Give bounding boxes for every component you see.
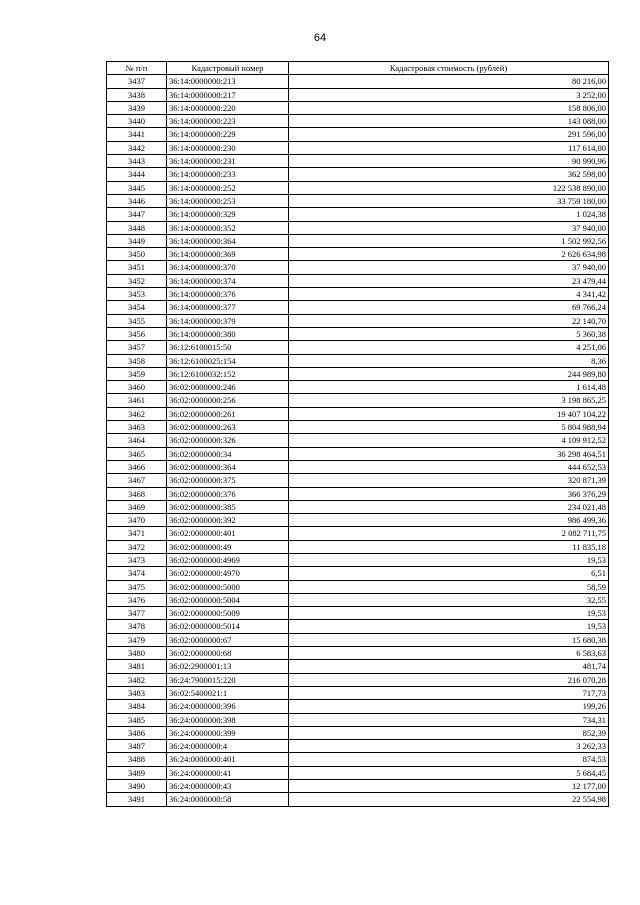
table-row: [107, 208, 609, 221]
cadastral-value-cell: 36 298 464,51: [289, 447, 609, 460]
cadastral-number-cell: 36:02:0000000:376: [167, 487, 289, 500]
cadastral-number-cell: 36:02:0000000:375: [167, 474, 289, 487]
row-number-cell: 3457: [107, 341, 167, 354]
table-row: [107, 780, 609, 793]
table-row: [107, 301, 609, 314]
row-number-cell: 3481: [107, 660, 167, 673]
cadastral-number-cell: 36:02:0000000:261: [167, 407, 289, 420]
cadastral-value-cell: 362 598,00: [289, 168, 609, 181]
row-number-cell: 3448: [107, 221, 167, 234]
cadastral-value-table: [106, 61, 609, 807]
table-row: [107, 553, 609, 566]
cadastral-number-cell: 36:14:0000000:217: [167, 88, 289, 101]
cadastral-number-cell: 36:02:0000000:5009: [167, 607, 289, 620]
cadastral-value-cell: 2 626 634,98: [289, 248, 609, 261]
row-number-cell: 3446: [107, 194, 167, 207]
cadastral-number-cell: 36:02:0000000:364: [167, 460, 289, 473]
cadastral-number-cell: 36:14:0000000:364: [167, 234, 289, 247]
cadastral-value-cell: 117 614,00: [289, 141, 609, 154]
row-number-cell: 3477: [107, 607, 167, 620]
cadastral-value-cell: 717,73: [289, 686, 609, 699]
row-number-cell: 3453: [107, 288, 167, 301]
cadastral-number-cell: 36:14:0000000:231: [167, 155, 289, 168]
row-number-cell: 3462: [107, 407, 167, 420]
cadastral-value-cell: 3 252,00: [289, 88, 609, 101]
cadastral-number-cell: 36:24:0000000:399: [167, 726, 289, 739]
row-number-cell: 3470: [107, 514, 167, 527]
table-row: [107, 713, 609, 726]
row-number-cell: 3469: [107, 500, 167, 513]
table-row: [107, 740, 609, 753]
row-number-cell: 3458: [107, 354, 167, 367]
cadastral-value-cell: 5 804 988,94: [289, 421, 609, 434]
row-number-cell: 3464: [107, 434, 167, 447]
cadastral-number-cell: 36:14:0000000:253: [167, 194, 289, 207]
cadastral-value-cell: 481,74: [289, 660, 609, 673]
cadastral-number-cell: 36:02:0000000:385: [167, 500, 289, 513]
header-cadastral-value: Кадастровая стоимость (рублей): [289, 62, 609, 75]
table-row: [107, 660, 609, 673]
row-number-cell: 3443: [107, 155, 167, 168]
table-row: [107, 115, 609, 128]
row-number-cell: 3445: [107, 181, 167, 194]
table-row: [107, 567, 609, 580]
cadastral-value-cell: 244 989,80: [289, 367, 609, 380]
table-row: [107, 620, 609, 633]
table-row: [107, 354, 609, 367]
cadastral-number-cell: 36:14:0000000:233: [167, 168, 289, 181]
table-row: [107, 580, 609, 593]
row-number-cell: 3465: [107, 447, 167, 460]
cadastral-value-cell: 1 502 992,56: [289, 234, 609, 247]
table-row: [107, 155, 609, 168]
table-row: [107, 673, 609, 686]
table-row: [107, 500, 609, 513]
cadastral-number-cell: 36:02:0000000:5004: [167, 593, 289, 606]
row-number-cell: 3486: [107, 726, 167, 739]
cadastral-number-cell: 36:14:0000000:230: [167, 141, 289, 154]
cadastral-value-cell: 11 835,18: [289, 540, 609, 553]
table-row: [107, 487, 609, 500]
table-row: [107, 753, 609, 766]
cadastral-value-cell: 19 407 104,22: [289, 407, 609, 420]
table-row: [107, 274, 609, 287]
table-row: [107, 381, 609, 394]
table-row: [107, 686, 609, 699]
table-body: [107, 75, 609, 806]
table-row: [107, 447, 609, 460]
page-number: 64: [313, 32, 327, 44]
table-row: [107, 766, 609, 779]
row-number-cell: 3444: [107, 168, 167, 181]
cadastral-number-cell: 36:02:0000000:326: [167, 434, 289, 447]
row-number-cell: 3454: [107, 301, 167, 314]
row-number-cell: 3451: [107, 261, 167, 274]
cadastral-number-cell: 36:02:0000000:34: [167, 447, 289, 460]
row-number-cell: 3479: [107, 633, 167, 646]
table-row: [107, 527, 609, 540]
row-number-cell: 3491: [107, 793, 167, 806]
table-row: [107, 234, 609, 247]
row-number-cell: 3488: [107, 753, 167, 766]
cadastral-value-cell: 23 479,44: [289, 274, 609, 287]
table-row: [107, 633, 609, 646]
cadastral-number-cell: 36:14:0000000:220: [167, 101, 289, 114]
table-row: [107, 593, 609, 606]
cadastral-value-cell: 6,51: [289, 567, 609, 580]
row-number-cell: 3449: [107, 234, 167, 247]
cadastral-number-cell: 36:24:7900015:220: [167, 673, 289, 686]
cadastral-value-cell: 19,53: [289, 553, 609, 566]
cadastral-number-cell: 36:14:0000000:252: [167, 181, 289, 194]
cadastral-number-cell: 36:02:0000000:4970: [167, 567, 289, 580]
cadastral-number-cell: 36:12:6100015:50: [167, 341, 289, 354]
row-number-cell: 3475: [107, 580, 167, 593]
cadastral-number-cell: 36:14:0000000:369: [167, 248, 289, 261]
table-row: [107, 314, 609, 327]
cadastral-value-cell: 852,39: [289, 726, 609, 739]
table-row: [107, 88, 609, 101]
cadastral-value-cell: 874,53: [289, 753, 609, 766]
table-row: [107, 407, 609, 420]
table-row: [107, 194, 609, 207]
table-row: [107, 288, 609, 301]
row-number-cell: 3439: [107, 101, 167, 114]
row-number-cell: 3468: [107, 487, 167, 500]
cadastral-number-cell: 36:12:6100032:152: [167, 367, 289, 380]
cadastral-value-cell: 12 177,00: [289, 780, 609, 793]
row-number-cell: 3463: [107, 421, 167, 434]
cadastral-value-cell: 5 360,38: [289, 327, 609, 340]
cadastral-number-cell: 36:14:0000000:213: [167, 75, 289, 88]
cadastral-value-cell: 32,55: [289, 593, 609, 606]
table-row: [107, 726, 609, 739]
table-row: [107, 793, 609, 806]
cadastral-number-cell: 36:14:0000000:380: [167, 327, 289, 340]
row-number-cell: 3471: [107, 527, 167, 540]
cadastral-number-cell: 36:24:0000000:396: [167, 700, 289, 713]
table-row: [107, 221, 609, 234]
cadastral-number-cell: 36:02:0000000:49: [167, 540, 289, 553]
cadastral-number-cell: 36:14:0000000:329: [167, 208, 289, 221]
cadastral-number-cell: 36:24:0000000:4: [167, 740, 289, 753]
row-number-cell: 3460: [107, 381, 167, 394]
row-number-cell: 3456: [107, 327, 167, 340]
cadastral-value-cell: 158 806,00: [289, 101, 609, 114]
cadastral-value-cell: 15 680,38: [289, 633, 609, 646]
cadastral-value-cell: 37 940,00: [289, 221, 609, 234]
cadastral-value-cell: 69 766,24: [289, 301, 609, 314]
table-row: [107, 128, 609, 141]
cadastral-number-cell: 36:02:0000000:5000: [167, 580, 289, 593]
cadastral-value-cell: 444 652,53: [289, 460, 609, 473]
cadastral-value-cell: 3 198 865,25: [289, 394, 609, 407]
row-number-cell: 3473: [107, 553, 167, 566]
cadastral-number-cell: 36:24:0000000:401: [167, 753, 289, 766]
table-row: [107, 540, 609, 553]
cadastral-number-cell: 36:14:0000000:379: [167, 314, 289, 327]
cadastral-value-cell: 2 082 711,75: [289, 527, 609, 540]
cadastral-number-cell: 36:02:0000000:5014: [167, 620, 289, 633]
cadastral-value-cell: 986 499,36: [289, 514, 609, 527]
cadastral-value-cell: 58,59: [289, 580, 609, 593]
row-number-cell: 3461: [107, 394, 167, 407]
cadastral-value-cell: 90 990,96: [289, 155, 609, 168]
cadastral-number-cell: 36:02:5400021:1: [167, 686, 289, 699]
cadastral-number-cell: 36:14:0000000:370: [167, 261, 289, 274]
table-row: [107, 514, 609, 527]
table-row: [107, 367, 609, 380]
cadastral-value-cell: 37 940,00: [289, 261, 609, 274]
table-row: [107, 75, 609, 88]
table-row: [107, 607, 609, 620]
cadastral-number-cell: 36:02:0000000:68: [167, 647, 289, 660]
row-number-cell: 3489: [107, 766, 167, 779]
cadastral-value-cell: 1 614,48: [289, 381, 609, 394]
table-row: [107, 181, 609, 194]
table-row: [107, 261, 609, 274]
cadastral-number-cell: 36:24:0000000:41: [167, 766, 289, 779]
cadastral-value-cell: 320 871,39: [289, 474, 609, 487]
row-number-cell: 3442: [107, 141, 167, 154]
row-number-cell: 3440: [107, 115, 167, 128]
table-row: [107, 101, 609, 114]
table-row: [107, 647, 609, 660]
cadastral-value-cell: 6 583,63: [289, 647, 609, 660]
row-number-cell: 3483: [107, 686, 167, 699]
header-cadastral-number: Кадастровый номер: [167, 62, 289, 75]
row-number-cell: 3487: [107, 740, 167, 753]
cadastral-value-cell: 4 251,06: [289, 341, 609, 354]
cadastral-number-cell: 36:02:0000000:392: [167, 514, 289, 527]
cadastral-value-cell: 33 759 180,00: [289, 194, 609, 207]
row-number-cell: 3472: [107, 540, 167, 553]
header-row-number: № п/п: [107, 62, 167, 75]
table-row: [107, 421, 609, 434]
row-number-cell: 3459: [107, 367, 167, 380]
cadastral-number-cell: 36:14:0000000:376: [167, 288, 289, 301]
cadastral-value-cell: 5 684,45: [289, 766, 609, 779]
row-number-cell: 3485: [107, 713, 167, 726]
table-row: [107, 141, 609, 154]
row-number-cell: 3467: [107, 474, 167, 487]
cadastral-value-cell: 734,31: [289, 713, 609, 726]
row-number-cell: 3438: [107, 88, 167, 101]
cadastral-number-cell: 36:02:0000000:401: [167, 527, 289, 540]
cadastral-value-cell: 3 262,33: [289, 740, 609, 753]
row-number-cell: 3474: [107, 567, 167, 580]
cadastral-number-cell: 36:02:0000000:256: [167, 394, 289, 407]
cadastral-number-cell: 36:14:0000000:377: [167, 301, 289, 314]
row-number-cell: 3441: [107, 128, 167, 141]
cadastral-value-cell: 1 024,38: [289, 208, 609, 221]
table-row: [107, 460, 609, 473]
row-number-cell: 3452: [107, 274, 167, 287]
row-number-cell: 3478: [107, 620, 167, 633]
row-number-cell: 3476: [107, 593, 167, 606]
cadastral-value-cell: 4 341,42: [289, 288, 609, 301]
cadastral-value-cell: 216 070,28: [289, 673, 609, 686]
table-row: [107, 248, 609, 261]
cadastral-value-cell: 366 376,29: [289, 487, 609, 500]
row-number-cell: 3466: [107, 460, 167, 473]
cadastral-number-cell: 36:02:2900001:13: [167, 660, 289, 673]
row-number-cell: 3455: [107, 314, 167, 327]
cadastral-value-cell: 291 596,00: [289, 128, 609, 141]
row-number-cell: 3480: [107, 647, 167, 660]
table-row: [107, 341, 609, 354]
table-header-row: [107, 62, 609, 75]
table-row: [107, 168, 609, 181]
cadastral-value-cell: 19,53: [289, 607, 609, 620]
cadastral-number-cell: 36:14:0000000:229: [167, 128, 289, 141]
table-row: [107, 394, 609, 407]
cadastral-number-cell: 36:02:0000000:4969: [167, 553, 289, 566]
table-row: [107, 327, 609, 340]
row-number-cell: 3450: [107, 248, 167, 261]
row-number-cell: 3437: [107, 75, 167, 88]
cadastral-value-cell: 4 109 912,52: [289, 434, 609, 447]
cadastral-number-cell: 36:02:0000000:263: [167, 421, 289, 434]
row-number-cell: 3490: [107, 780, 167, 793]
row-number-cell: 3482: [107, 673, 167, 686]
row-number-cell: 3484: [107, 700, 167, 713]
cadastral-value-cell: 199,26: [289, 700, 609, 713]
cadastral-value-cell: 80 216,00: [289, 75, 609, 88]
cadastral-value-cell: 143 088,00: [289, 115, 609, 128]
cadastral-number-cell: 36:24:0000000:58: [167, 793, 289, 806]
cadastral-number-cell: 36:02:0000000:246: [167, 381, 289, 394]
table-row: [107, 434, 609, 447]
cadastral-value-cell: 234 021,48: [289, 500, 609, 513]
table-row: [107, 474, 609, 487]
cadastral-value-cell: 22 140,70: [289, 314, 609, 327]
row-number-cell: 3447: [107, 208, 167, 221]
cadastral-number-cell: 36:24:0000000:43: [167, 780, 289, 793]
cadastral-value-cell: 122 538 890,00: [289, 181, 609, 194]
cadastral-number-cell: 36:14:0000000:223: [167, 115, 289, 128]
cadastral-number-cell: 36:02:0000000:67: [167, 633, 289, 646]
cadastral-value-cell: 19,53: [289, 620, 609, 633]
cadastral-number-cell: 36:12:6100025:154: [167, 354, 289, 367]
cadastral-number-cell: 36:24:0000000:398: [167, 713, 289, 726]
cadastral-number-cell: 36:14:0000000:352: [167, 221, 289, 234]
cadastral-number-cell: 36:14:0000000:374: [167, 274, 289, 287]
cadastral-value-cell: 8,36: [289, 354, 609, 367]
cadastral-value-cell: 22 554,98: [289, 793, 609, 806]
table-row: [107, 700, 609, 713]
